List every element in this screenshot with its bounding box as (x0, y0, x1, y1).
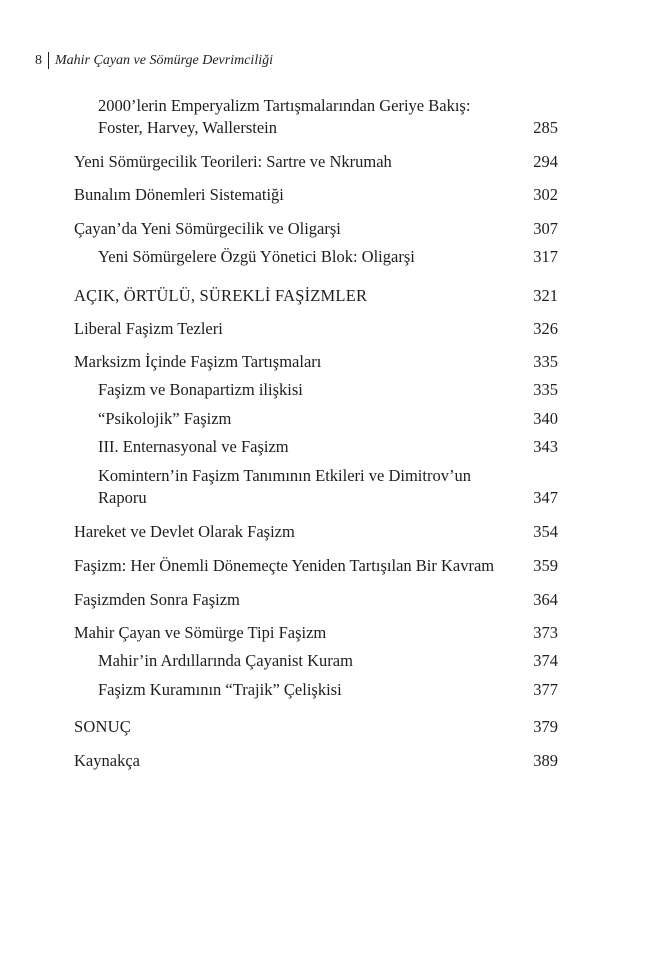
toc-entry[interactable] (98, 408, 558, 430)
toc-entry-page: 379 (533, 717, 558, 736)
toc-entry-title: Faşizm: Her Önemli Dönemeçte Yeniden Tartışılan Bir Kavram (74, 556, 495, 575)
toc-entry-page: 347 (533, 488, 558, 507)
toc-entry-title: Yeni Sömürgelere Özgü Yönetici Blok: Oligarşi (98, 247, 415, 266)
toc-entry-page: 354 (533, 522, 558, 541)
toc-entry-page: 302 (533, 185, 558, 204)
toc-entry[interactable] (74, 622, 558, 644)
toc-entry-title: 2000’lerin Emperyalizm Tartışmalarından Geriye Bakış: Foster, Harvey, Wallerstein (98, 96, 471, 137)
toc-entry-title: Faşizm Kuramının “Trajik” Çelişkisi (98, 680, 342, 699)
toc-entry-title: Çayan’da Yeni Sömürgecilik ve Oligarşi (74, 219, 341, 238)
toc-entry[interactable] (74, 521, 558, 543)
toc-entry-page: 364 (533, 590, 558, 609)
toc-entry-page: 373 (533, 623, 558, 642)
toc-entry-page: 335 (533, 352, 558, 371)
toc-entry-title: “Psikolojik” Faşizm (98, 409, 232, 428)
toc-entry[interactable] (98, 246, 558, 268)
toc-entry[interactable] (74, 285, 558, 307)
toc-entry[interactable] (98, 436, 558, 458)
toc-entry-page: 374 (533, 651, 558, 670)
toc-entry-title: Yeni Sömürgecilik Teorileri: Sartre ve Nkrumah (74, 152, 392, 171)
toc-entry[interactable] (74, 750, 558, 772)
toc-entry[interactable] (74, 151, 558, 173)
toc-entry[interactable] (74, 184, 558, 206)
toc-entry-page: 359 (533, 556, 558, 575)
toc-entry-title: Faşizmden Sonra Faşizm (74, 590, 240, 609)
toc-entry-title: III. Enternasyonal ve Faşizm (98, 437, 289, 456)
toc-entry[interactable] (74, 555, 558, 577)
toc-entry-title: Bunalım Dönemleri Sistematiği (74, 185, 284, 204)
toc-entry[interactable] (98, 379, 558, 401)
toc-entry-title: Kaynakça (74, 751, 140, 770)
toc-entry-page: 389 (533, 751, 558, 770)
toc-entry-title: Faşizm ve Bonapartizm ilişkisi (98, 380, 303, 399)
toc-entry-page: 294 (533, 152, 558, 171)
toc-entry[interactable] (98, 650, 558, 672)
toc-entry[interactable] (74, 218, 558, 240)
toc-entry[interactable] (74, 318, 558, 340)
toc-entry-title: Komintern’in Faşizm Tanımının Etkileri ve Dimitrov’un Raporu (98, 466, 471, 507)
toc-entry-page: 317 (533, 247, 558, 266)
toc-entry-page: 377 (533, 680, 558, 699)
toc-entry[interactable] (98, 679, 558, 701)
toc-entry-title: SONUÇ (74, 717, 131, 736)
toc-entry[interactable] (74, 589, 558, 611)
toc-entry-title: Mahir’in Ardıllarında Çayanist Kuram (98, 651, 353, 670)
toc-entry-page: 343 (533, 437, 558, 456)
toc-entry-page: 307 (533, 219, 558, 238)
page-number: 8 (35, 52, 49, 69)
toc-entry-title: Liberal Faşizm Tezleri (74, 319, 223, 338)
running-title: Mahir Çayan ve Sömürge Devrimciliği (55, 52, 273, 68)
toc-entry-title: Marksizm İçinde Faşizm Tartışmaları (74, 352, 322, 371)
toc-entry-page: 285 (533, 118, 558, 137)
toc-entry[interactable] (98, 95, 558, 139)
toc-entry-page: 326 (533, 319, 558, 338)
toc-entry-page: 321 (533, 286, 558, 305)
toc-entry[interactable] (74, 351, 558, 373)
toc-entry-title: AÇIK, ÖRTÜLÜ, SÜREKLİ FAŞİZMLER (74, 286, 368, 305)
toc-entry-title: Hareket ve Devlet Olarak Faşizm (74, 522, 295, 541)
toc-entry-title: Mahir Çayan ve Sömürge Tipi Faşizm (74, 623, 327, 642)
toc-entry[interactable] (74, 716, 558, 738)
toc-entry-page: 335 (533, 380, 558, 399)
toc-entry[interactable] (98, 465, 558, 509)
toc-entry-page: 340 (533, 409, 558, 428)
